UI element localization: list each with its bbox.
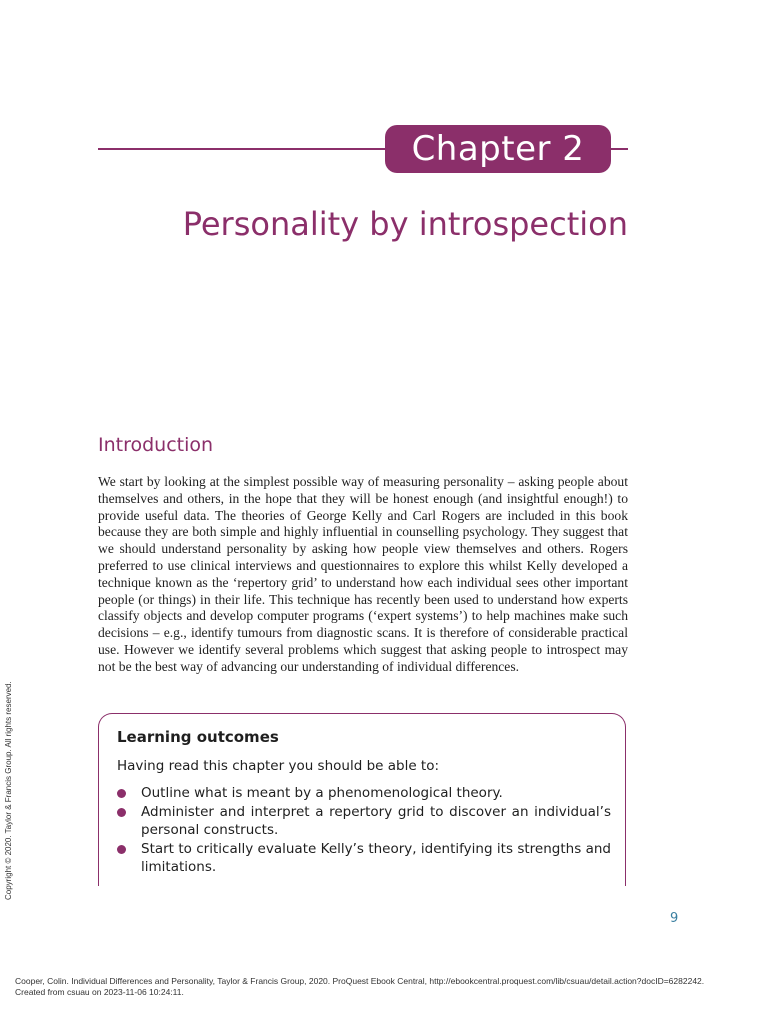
bullet-icon — [117, 789, 126, 798]
list-item-text: Start to critically evaluate Kelly’s theory, identifying its strengths and limitations. — [141, 841, 611, 875]
introduction-heading: Introduction — [98, 434, 214, 456]
chapter-title: Personality by introspection — [182, 205, 628, 243]
citation-line-1: Cooper, Colin. Individual Differences and Personality, Taylor & Francis Group, 2020. ProQuest Ebook Central, http://ebookcentral.proquest.com/lib/csuau/detail.action?docID=6282242. — [15, 976, 705, 986]
list-item — [117, 784, 611, 802]
bullet-icon — [117, 808, 126, 817]
learning-outcomes-intro: Having read this chapter you should be able to: — [117, 758, 440, 774]
list-item-text: Administer and interpret a repertory grid to discover an individual’s personal constructs. — [141, 804, 611, 838]
list-item — [117, 840, 611, 876]
page-number: 9 — [670, 911, 679, 926]
chapter-badge: Chapter 2 — [385, 125, 611, 173]
copyright-notice: Copyright © 2020. Taylor & Francis Group. All rights reserved. — [4, 681, 13, 900]
citation-line-2: Created from csuau on 2023-11-06 10:24:11. — [15, 986, 184, 997]
learning-outcomes-list — [117, 784, 611, 877]
learning-outcomes-box — [98, 713, 626, 886]
bullet-icon — [117, 845, 126, 854]
list-item-text: Outline what is meant by a phenomenological theory. — [141, 785, 503, 801]
citation-footer — [15, 976, 755, 997]
introduction-text: We start by looking at the simplest possible way of measuring personality – asking people about themselves and others, in the hope that they will be honest enough (and insightful enough!) to provide useful data. The theories of George Kelly and Carl Rogers are included in this book because they are both simple and highly influential in counselling psychology. They suggest that we should understand personality by asking how people view themselves and others. Rogers preferred to use clinical interviews and questionnaires to explore this whilst Kelly developed a technique known as the ‘repertory grid’ to understand how each individual sees other important people (or things) in their life. This technique has recently been used to understand how experts classify objects and develop computer programs (‘expert systems’) to help machines make such decisions – e.g., identify tumours from diagnostic scans. It is therefore of considerable practical use. However we identify several problems which suggest that asking people to introspect may not be the best way of advancing our understanding of individual differences. — [98, 474, 628, 674]
list-item — [117, 803, 611, 839]
learning-outcomes-title: Learning outcomes — [117, 728, 279, 746]
